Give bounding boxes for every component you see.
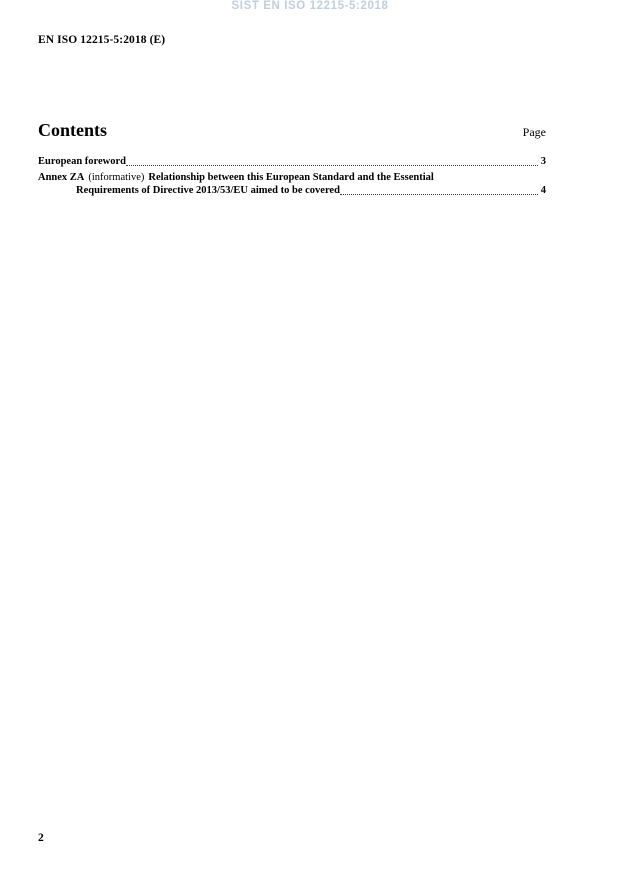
- toc-entry-page-number: 4: [540, 185, 546, 196]
- document-reference: EN ISO 12215-5:2018 (E): [38, 34, 166, 46]
- page-title: Contents: [38, 120, 108, 140]
- toc-entry-annex-za[interactable]: [38, 171, 546, 198]
- table-of-contents: [38, 155, 546, 200]
- page-column-label: Page: [522, 125, 546, 139]
- toc-entry-annex-title-line1: Relationship between this European Standard and the Essential: [148, 171, 434, 183]
- toc-entry-annex-qualifier: (informative): [88, 171, 145, 183]
- toc-entry-page-number: 3: [540, 156, 546, 167]
- toc-entry-annex-title-line2: Requirements of Directive 2013/53/EU aimed to be covered: [76, 185, 340, 196]
- toc-leader-dots: [126, 164, 538, 166]
- contents-header-row: [38, 120, 546, 141]
- footer-page-number: 2: [38, 832, 44, 844]
- toc-entry-label: European foreword: [38, 156, 126, 167]
- toc-entry-european-foreword[interactable]: [38, 155, 546, 169]
- watermark-header: SIST EN ISO 12215-5:2018: [231, 0, 389, 12]
- toc-leader-dots: [340, 193, 538, 195]
- toc-entry-annex-label: Annex ZA: [38, 171, 85, 183]
